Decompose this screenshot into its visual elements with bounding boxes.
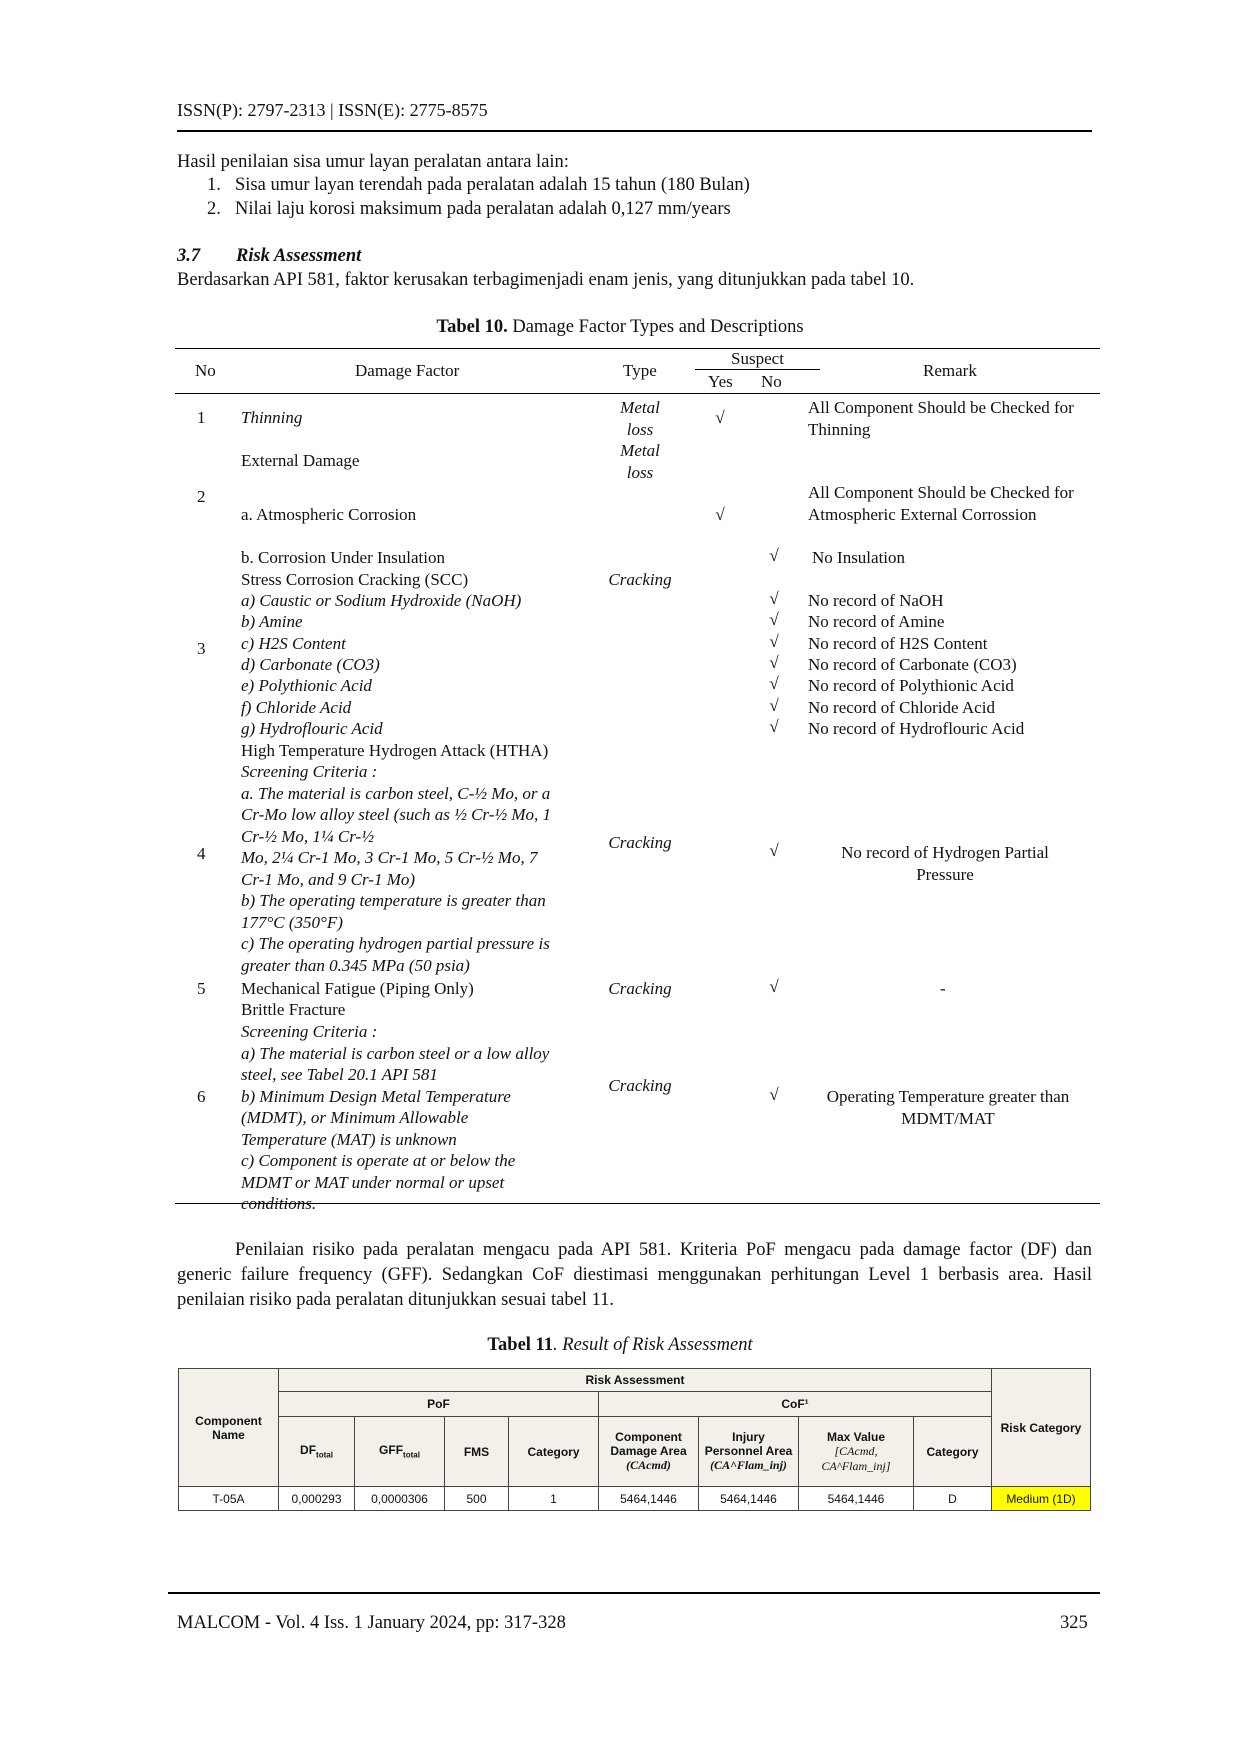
th-fms: FMS <box>445 1417 509 1487</box>
cell-pof-category: 1 <box>509 1487 599 1511</box>
type: Metal loss <box>620 398 660 439</box>
damage-factor: Stress Corrosion Cracking (SCC) <box>241 570 469 589</box>
footer-rule <box>168 1592 1100 1594</box>
section-number: 3.7 <box>177 246 201 266</box>
cell-cda: 5464,1446 <box>599 1487 699 1511</box>
th-cof: CoF¹ <box>599 1392 992 1417</box>
check-yes: √ <box>715 408 725 427</box>
remark: No record of Hydrogen Partial Pressure <box>841 843 1049 884</box>
th-damage-factor: Damage Factor <box>355 361 460 380</box>
type: Metal loss <box>620 441 660 482</box>
th-df: $DF_{total}$ <box>279 1417 355 1487</box>
page-number: 325 <box>1060 1613 1088 1633</box>
intro-text: Hasil penilaian sisa umur layan peralatan antara lain: <box>177 152 569 172</box>
brittle-criteria: Screening Criteria : a) The material is carbon steel or a low alloy steel, see Tabel 20.1 API 581 b) Minimum Design Metal Temperature (MDMT), or Minimum Allowable Temperature (MAT) is unknown c) Component is operate at or below the MDMT or MAT under normal or upset conditions. <box>241 1022 550 1213</box>
cell-gff: 0,0000306 <box>355 1487 445 1511</box>
cell-df: 0,000293 <box>279 1487 355 1511</box>
remark: All Component Should be Checked for Thinning <box>808 398 1074 439</box>
damage-factor: Mechanical Fatigue (Piping Only) <box>241 979 474 998</box>
th-cof-category: Category <box>914 1417 992 1487</box>
row-no: 1 <box>197 408 206 427</box>
section-title: Risk Assessment <box>236 246 362 266</box>
remark: No record of NaOH <box>808 591 944 610</box>
scc-item: e) Polythionic Acid <box>241 676 372 695</box>
th-remark: Remark <box>923 361 977 380</box>
th-no: No <box>195 361 216 380</box>
check-no: √ <box>769 717 779 736</box>
remark: No record of Carbonate (CO3) <box>808 655 1017 674</box>
row-no: 2 <box>197 487 206 506</box>
th-type: Type <box>623 361 657 380</box>
table-row <box>179 1487 1091 1511</box>
remark: - <box>940 979 946 998</box>
row-no: 3 <box>197 639 206 658</box>
scc-item: a) Caustic or Sodium Hydroxide (NaOH) <box>241 591 522 610</box>
remark: No record of H2S Content <box>808 634 988 653</box>
scc-item: f) Chloride Acid <box>241 698 352 717</box>
htha-criteria: Screening Criteria : a. The material is carbon steel, C-½ Mo, or a Cr-Mo low alloy steel (such as ½ Cr-½ Mo, 1 Cr-½ Mo, 1¼ Cr-½ Mo, 2¼ Cr-1 Mo, 3 Cr-1 Mo, 5 Cr-½ Mo, 7 Cr-1 Mo, and 9 Cr-1 Mo) b) The operating temperature is greater than 177°C (350°F) c) The operating hydrogen partial pressure is greater than 0.345 MPa (50 psia) <box>241 762 552 975</box>
check-no: √ <box>769 632 779 651</box>
journal-footer: MALCOM - Vol. 4 Iss. 1 January 2024, pp: 317-328 <box>177 1613 566 1633</box>
remark: All Component Should be Checked for Atmospheric External Corrossion <box>808 483 1074 524</box>
check-no: √ <box>769 546 779 565</box>
row-no: 4 <box>197 844 206 863</box>
check-no: √ <box>769 610 779 629</box>
th-max-value: Max Value [CAcmd, CA^Flam_inj] <box>799 1417 914 1487</box>
type: Cracking <box>608 979 672 998</box>
check-no: √ <box>769 841 779 860</box>
scc-item: c) H2S Content <box>241 634 346 653</box>
check-no: √ <box>769 674 779 693</box>
check-no: √ <box>769 653 779 672</box>
th-risk-category: Risk Category <box>992 1369 1091 1487</box>
issn-header: ISSN(P): 2797-2313 | ISSN(E): 2775-8575 <box>177 100 488 120</box>
check-no: √ <box>769 977 779 996</box>
th-component-damage-area: Component Damage Area (CAcmd) <box>599 1417 699 1487</box>
th-component-name: Component Name <box>179 1369 279 1487</box>
damage-factor: a. Atmospheric Corrosion <box>241 505 417 524</box>
th-pof: PoF <box>279 1392 599 1417</box>
remark: No record of Chloride Acid <box>808 698 995 717</box>
remark: No record of Polythionic Acid <box>808 676 1014 695</box>
th-suspect: Suspect <box>731 349 784 368</box>
type: Cracking <box>608 833 672 852</box>
check-no: √ <box>769 1085 779 1104</box>
type: Cracking <box>608 570 672 589</box>
check-yes: √ <box>715 505 725 524</box>
th-gff: $GFF_{total}$ <box>355 1417 445 1487</box>
remark: No Insulation <box>812 548 906 567</box>
cell-component: T-05A <box>179 1487 279 1511</box>
th-no-col: No <box>761 372 782 391</box>
row-no: 5 <box>197 979 206 998</box>
row-no: 6 <box>197 1087 206 1106</box>
risk-paragraph: Penilaian risiko pada peralatan mengacu pada API 581. Kriteria PoF mengacu pada damage factor (DF) dan generic failure frequency (GFF). Sedangkan CoF diestimasi menggunakan perhitungan Level 1 berbasis area. Hasil penilaian risiko pada peralatan ditunjukkan sesuai tabel 11. <box>177 1240 1092 1310</box>
cell-cof-category: D <box>914 1487 992 1511</box>
scc-item: g) Hydroflouric Acid <box>241 719 383 738</box>
damage-factor: External Damage <box>241 451 360 470</box>
list-item: 2. Nilai laju korosi maksimum pada peralatan adalah 0,127 mm/years <box>207 199 731 219</box>
section-text: Berdasarkan API 581, faktor kerusakan terbagimenjadi enam jenis, yang ditunjukkan pada tabel 10. <box>177 270 915 290</box>
cell-risk-category: Medium (1D) <box>992 1487 1091 1511</box>
damage-factor: Thinning <box>241 408 303 427</box>
cell-ipa: 5464,1446 <box>699 1487 799 1511</box>
type: Cracking <box>608 1076 672 1095</box>
cell-fms: 500 <box>445 1487 509 1511</box>
scc-item: b) Amine <box>241 612 303 631</box>
cell-max: 5464,1446 <box>799 1487 914 1511</box>
table10-caption: Tabel 10. Damage Factor Types and Descriptions <box>436 317 804 337</box>
list-item: 1. Sisa umur layan terendah pada peralatan adalah 15 tahun (180 Bulan) <box>207 175 750 195</box>
risk-assessment-table <box>178 1368 1091 1511</box>
table-top-rule <box>175 348 1100 349</box>
th-category: Category <box>509 1417 599 1487</box>
th-risk-assessment: Risk Assessment <box>279 1369 992 1392</box>
scc-item: d) Carbonate (CO3) <box>241 655 380 674</box>
damage-factor: High Temperature Hydrogen Attack (HTHA) <box>241 741 549 760</box>
th-yes: Yes <box>708 372 733 391</box>
damage-factor-table <box>175 348 1100 1213</box>
remark: Operating Temperature greater than MDMT/MAT <box>826 1087 1070 1128</box>
th-injury-personnel-area: Injury Personnel Area (CA^Flam_inj) <box>699 1417 799 1487</box>
damage-factor: Brittle Fracture <box>241 1000 346 1019</box>
check-no: √ <box>769 589 779 608</box>
check-no: √ <box>769 696 779 715</box>
header-rule <box>177 130 1092 132</box>
table11-caption: Tabel 11. Result of Risk Assessment <box>487 1335 753 1355</box>
damage-factor: b. Corrosion Under Insulation <box>241 548 445 567</box>
remark: No record of Amine <box>808 612 945 631</box>
header-bottom-rule <box>175 393 1100 394</box>
remark: No record of Hydroflouric Acid <box>808 719 1025 738</box>
remaining-life-list <box>207 173 750 221</box>
